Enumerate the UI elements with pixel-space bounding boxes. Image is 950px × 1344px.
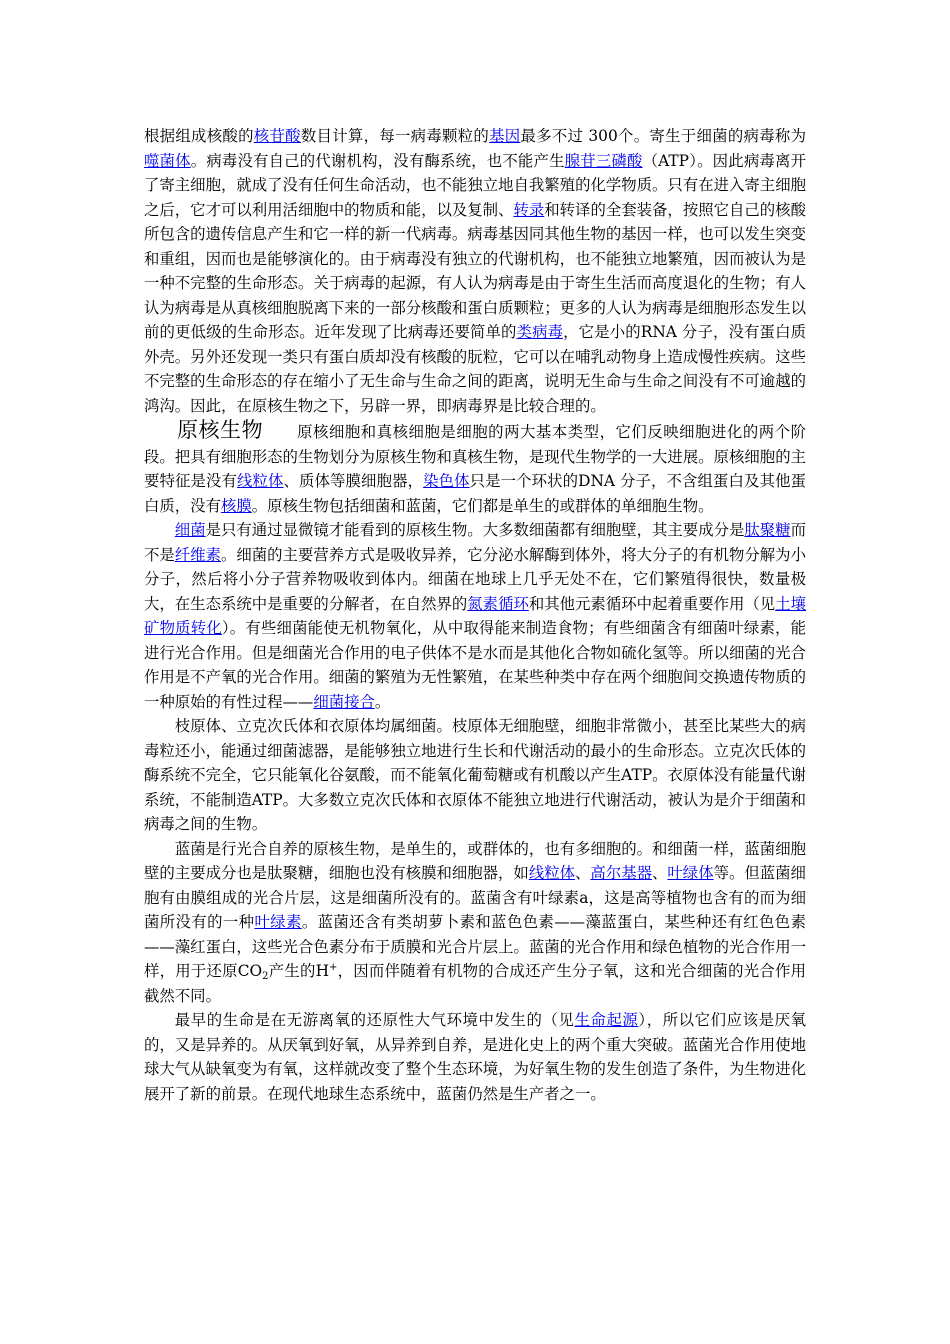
section-heading: 原核生物	[177, 418, 264, 442]
paragraph-mycoplasma: 枝原体、立克次氏体和衣原体均属细菌。枝原体无细胞壁，细胞非常微小，甚至比某些大的病毒粒还小，能通过细菌滤器，是能够独立地进行生长和代谢活动的最小的生命形态。立克次氏体的酶系统不完全，它只能氧化谷氨酸，而不能氧化葡萄糖或有机酸以产生ATP。衣原体没有能量代谢系统，不能制造ATP。大多数立克次氏体和衣原体不能独立地进行代谢活动，被认为是介于细菌和病毒之间的生物。	[144, 717, 806, 833]
hyperlink[interactable]: 噬菌体	[144, 151, 191, 170]
text-run: 和其他元素循环中起着重要作用（见	[528, 594, 776, 613]
text-run: 和转译的全套装备，按照它自己的核酸所包含的遗传信息产生和它一样的新一代病毒。病毒基因同其他生物的基因一样，也可以发生突变和重组，因而也是能够演化的。由于病毒没有独立的代谢机构，也不能独立地繁殖，因而被认为是一种不完整的生命形态。关于病毒的起源，有人认为病毒是由于寄生生活而高度退化的生物；有人认为病毒是从真核细胞脱离下来的一部分核酸和蛋白质颗粒；更多的人认为病毒是细胞形态发生以前的更低级的生命形态。近年发现了比病毒还要简单的	[144, 200, 806, 341]
paragraph-cyanobacteria	[144, 837, 806, 1009]
text-run: （ATP）。因此病毒离开了寄主细胞，就成了没有任何生命活动，也不能独立地自我繁殖的化学物质。只有在进入寄主细胞之后，它才可以利用活细胞中的物质和能，以及复制、	[144, 151, 806, 219]
hyperlink[interactable]: 线粒体	[237, 472, 284, 490]
text-run: 最早的生命是在无游离氧的还原性大气环境中发生的（见	[174, 1011, 575, 1029]
text-run: 、质体等膜细胞器，	[283, 472, 424, 490]
text-run: 是只有通过显微镜才能看到的原核生物。大多数细菌都有细胞壁，其主要成分是	[205, 521, 745, 539]
text-run: ）。有些细菌能使无机物氧化，从中取得能来制造食物；有些细菌含有细菌叶绿素，能进行光合作用。但是细菌光合作用的电子供体不是水而是其他化合物如硫化氢等。所以细菌的光合作用是不产氧的光合作用。细菌的繁殖为无性繁殖，在某些种类中存在两个细胞间交换遗传物质的一种原始的有性过程——	[144, 619, 806, 711]
document-body	[144, 124, 806, 1106]
hyperlink[interactable]: 核膜	[220, 496, 252, 515]
hyperlink[interactable]: 线粒体	[528, 864, 576, 882]
subscript: 2	[262, 971, 269, 982]
text-run: 蓝菌是行光合自养的原核生物，是单生的，或群体的，也有多细胞的。和细菌一样，蓝菌细胞壁的主要成分也是肽聚糖，细胞也没有核膜和细胞器，如	[144, 839, 806, 882]
text-run: 原核细胞和真核细胞是细胞的两大基本类型，它们反映细胞进化的两个阶段。把具有细胞形态的生物划分为原核生物和真核生物，是现代生物学的一大进展。原核细胞的主要特征是没有	[144, 423, 806, 490]
text-run: 。蓝菌还含有类胡萝卜素和蓝色色素——藻蓝蛋白，某些种还有红色色素——藻红蛋白，这些光合色素分布于质膜和光合片层上。蓝菌的光合作用和绿色植物的光合作用一样，用于还原CO	[144, 913, 806, 980]
text-run: ，因而伴随着有机物的合成还产生分子氧，这和光合细菌的光合作用截然不同。	[144, 962, 806, 1005]
text-run: 、	[652, 864, 668, 882]
text-run: 。病毒没有自己的代谢机构，没有酶系统，也不能产生	[190, 151, 565, 170]
text-run: 而不是	[144, 521, 806, 564]
text-run: 等。但蓝菌细胞有由膜组成的光合片层，这是细菌所没有的。蓝菌含有叶绿素a，这是高等植物也含有的而为细菌所没有的一种	[144, 864, 806, 931]
hyperlink[interactable]: 细菌	[174, 521, 206, 539]
text-run: 最多不过 300个。寄生于细菌的病毒称为	[520, 127, 806, 145]
superscript: +	[329, 962, 338, 973]
hyperlink[interactable]: 基因	[489, 127, 521, 145]
paragraph-prokaryote-intro	[144, 418, 806, 518]
hyperlink[interactable]: 转录	[513, 200, 545, 219]
hyperlink[interactable]: 核苷酸	[253, 127, 301, 145]
text-run: 。	[374, 692, 391, 711]
hyperlink[interactable]: 高尔基器	[590, 864, 652, 882]
text-run: 。细菌的主要营养方式是吸收异养，它分泌水解酶到体外，将大分子的有机物分解为小分子，然后将小分子营养物吸收到体内。细菌在地球上几乎无处不在，它们繁殖得很快，数量极大，在生态系统中是重要的分解者，在自然界的	[144, 545, 806, 613]
hyperlink[interactable]: 细菌接合	[313, 692, 375, 711]
text-run: 产生的H	[268, 962, 330, 980]
paragraph-origin	[144, 1008, 806, 1106]
text-run: ，它是小的RNA 分子，没有蛋白质外壳。另外还发现一类只有蛋白质却没有核酸的朊粒，它可以在哺乳动物身上造成慢性疾病。这些不完整的生命形态的存在缩小了无生命与生命之间的距离，说明无生命与生命之间没有不可逾越的鸿沟。因此，在原核生物之下，另辟一界，即病毒界是比较合理的。	[144, 323, 806, 415]
hyperlink[interactable]: 土壤矿物质转化	[144, 594, 806, 637]
hyperlink[interactable]: 腺苷三磷酸	[564, 151, 643, 170]
hyperlink[interactable]: 类病毒	[516, 323, 564, 341]
text-run: 。原核生物包括细菌和蓝菌，它们都是单生的或群体的单细胞生物。	[251, 496, 714, 515]
hyperlink[interactable]: 叶绿素	[254, 913, 302, 931]
hyperlink[interactable]: 肽聚糖	[744, 521, 791, 539]
text-run: ），所以它们应该是厌氧的，又是异养的。从厌氧到好氧，从异养到自养，是进化史上的两个重大突破。蓝菌光合作用使地球大气从缺氧变为有氧，这样就改变了整个生态环境，为好氧生物的发生创造了条件，为生物进化展开了新的前景。在现代地球生态系统中，蓝菌仍然是生产者之一。	[144, 1011, 806, 1103]
paragraph-virus	[144, 124, 806, 418]
text-run: 、	[575, 864, 591, 882]
paragraph-bacteria	[144, 518, 806, 714]
text-run: 根据组成核酸的	[144, 127, 254, 145]
hyperlink[interactable]: 纤维素	[174, 545, 221, 564]
hyperlink[interactable]: 生命起源	[574, 1011, 639, 1029]
hyperlink[interactable]: 染色体	[423, 472, 470, 490]
hyperlink[interactable]: 叶绿体	[667, 864, 714, 882]
text-run: 只是一个环状的DNA 分子，不含组蛋白及其他蛋白质，没有	[144, 472, 806, 515]
text-run: 数目计算，每一病毒颗粒的	[300, 127, 490, 145]
hyperlink[interactable]: 氮素循环	[467, 594, 529, 613]
